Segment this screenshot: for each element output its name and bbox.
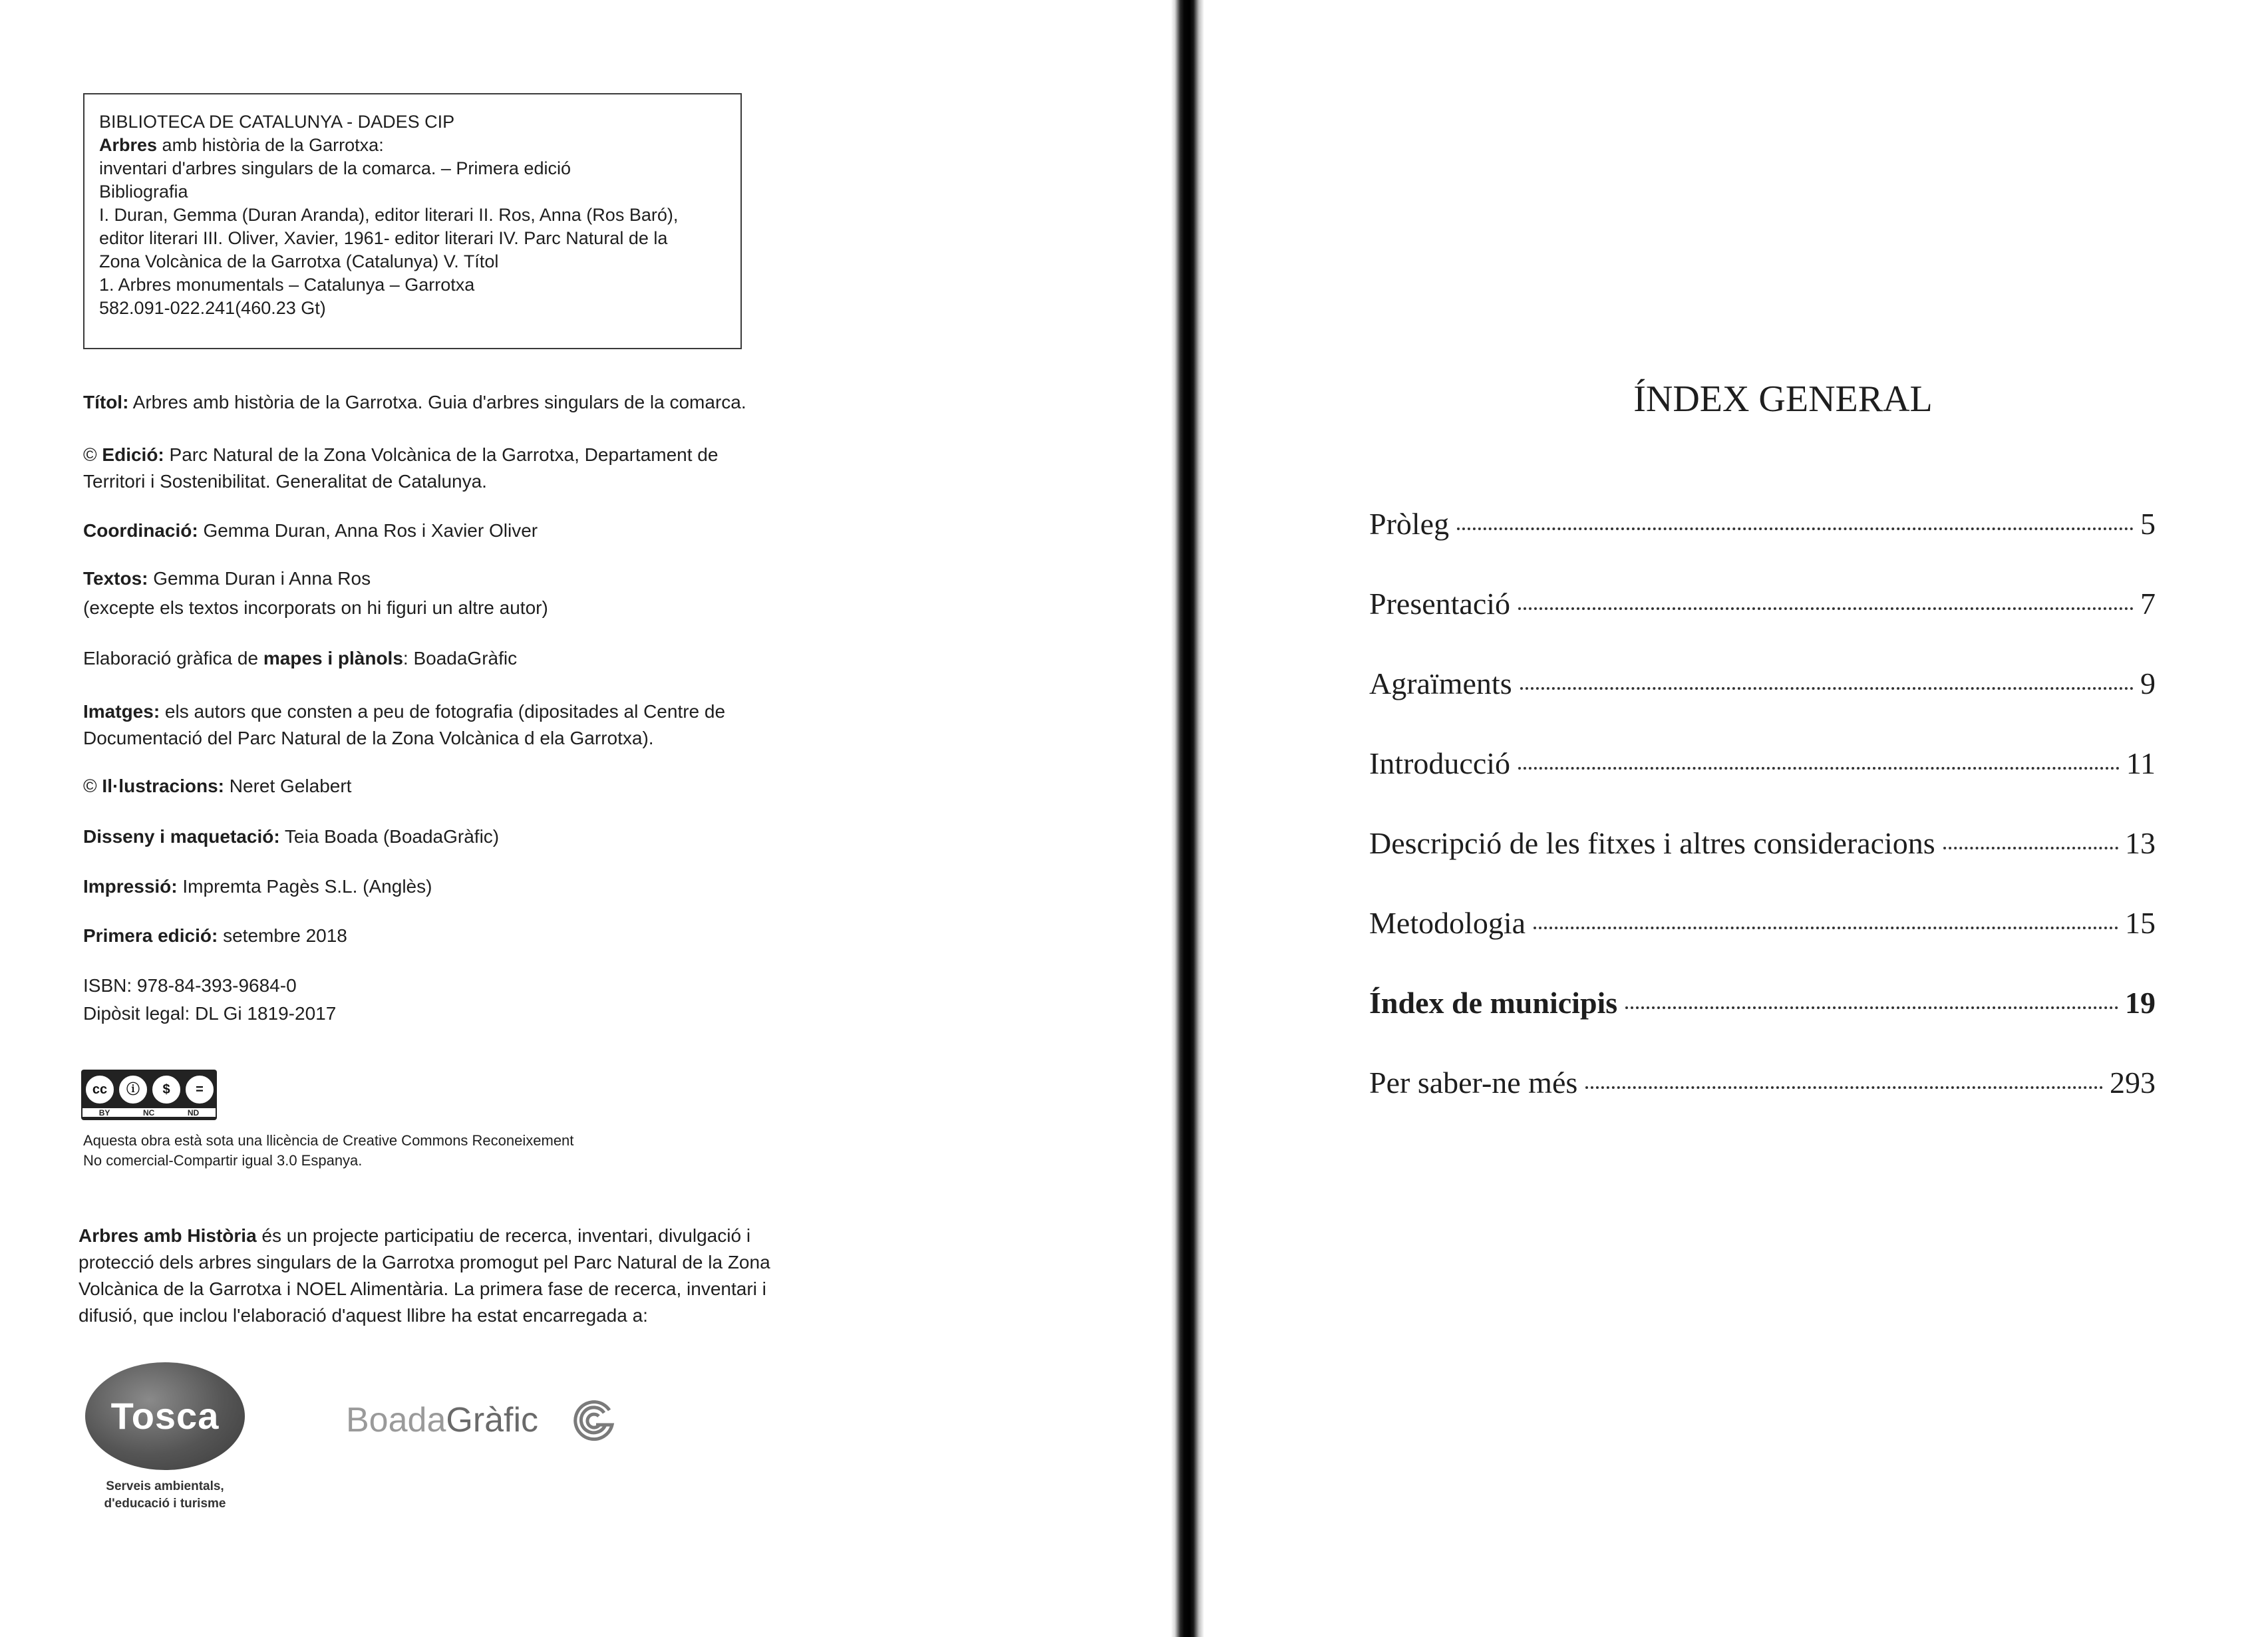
right-page <box>1204 0 2268 1637</box>
toc-leader-dots <box>1518 607 2134 610</box>
credit-design: Disseny i maquetació: Teia Boada (BoadaGràfic) <box>83 826 500 847</box>
toc-label: Per saber-ne més <box>1369 1066 1578 1100</box>
credit-printing: Impressió: Impremta Pagès S.L. (Anglès) <box>83 876 432 897</box>
toc-label: Agraïments <box>1369 667 1512 700</box>
credit-images-cont: Documentació del Parc Natural de la Zona Volcànica d ela Garrotxa). <box>83 728 654 748</box>
creative-commons-badge <box>81 1070 217 1120</box>
cip-line: I. Duran, Gemma (Duran Aranda), editor literari II. Ros, Anna (Ros Baró), <box>99 205 679 225</box>
cip-line: Arbres amb història de la Garrotxa: <box>99 135 384 155</box>
toc-label: Introducció <box>1369 746 1511 780</box>
credit-coordination: Coordinació: Gemma Duran, Anna Ros i Xavier Oliver <box>83 520 538 541</box>
toc-page-number: 9 <box>2140 667 2156 700</box>
cip-line: editor literari III. Oliver, Xavier, 1961- editor literari IV. Parc Natural de la <box>99 228 668 248</box>
boada-logo-text-light: Boada <box>346 1401 446 1439</box>
toc-entry[interactable] <box>1369 1063 2156 1103</box>
toc-entry[interactable] <box>1369 584 2156 624</box>
credit-first-edition: Primera edició: setembre 2018 <box>83 925 347 946</box>
credit-texts-note: (excepte els textos incorporats on hi figuri un altre autor) <box>83 597 548 618</box>
toc-label: Pròleg <box>1369 507 1450 541</box>
cc-nc-icon: $ <box>150 1074 182 1106</box>
toc-entry[interactable] <box>1369 664 2156 704</box>
project-text: és un projecte participatiu de recerca, inventari, divulgació i protecció dels arbres singulars de la Garrotxa promogut pel Parc Natural de la Zona Volcànica de la Garrotxa i NOEL Alimentària. La primera fase de recerca, inventari i difusió, que inclou l'elaboració d'aquest llibre ha estat encarregada a: <box>79 1225 770 1326</box>
cip-line: 582.091-022.241(460.23 Gt) <box>99 298 326 318</box>
project-description <box>79 1223 797 1329</box>
cc-icon: cc <box>84 1074 116 1106</box>
credit-legal-deposit: Dipòsit legal: DL Gi 1819-2017 <box>83 1003 337 1024</box>
toc-leader-dots <box>1625 1006 2118 1009</box>
toc-entry[interactable] <box>1369 823 2156 863</box>
cip-line: BIBLIOTECA DE CATALUNYA - DADES CIP <box>99 112 455 132</box>
credit-illustrations: © Il·lustracions: Neret Gelabert <box>83 776 352 796</box>
toc-page-number: 293 <box>2110 1066 2156 1100</box>
cc-term-by: BY <box>98 1108 110 1117</box>
toc-leader-dots <box>1943 847 2118 849</box>
toc-entry[interactable] <box>1369 903 2156 943</box>
book-gutter <box>1171 0 1204 1637</box>
credit-isbn: ISBN: 978-84-393-9684-0 <box>83 975 297 996</box>
cip-line: Zona Volcànica de la Garrotxa (Catalunya) V. Títol <box>99 251 499 271</box>
tosca-tagline-line: d'educació i turisme <box>104 1497 226 1511</box>
credit-maps: Elaboració gràfica de mapes i plànols: BoadaGràfic <box>83 648 518 669</box>
toc-entry[interactable] <box>1369 744 2156 784</box>
toc-entry[interactable] <box>1369 983 2156 1023</box>
credit-images: Imatges: els autors que consten a peu de fotografia (dipositades al Centre de <box>83 701 726 722</box>
index-title: ÍNDEX GENERAL <box>1633 378 1933 420</box>
boada-logo-text-dark: Gràfic <box>446 1401 539 1439</box>
cc-term-nc: NC <box>142 1108 155 1117</box>
toc-page-number: 19 <box>2125 986 2156 1020</box>
boadagrafic-logo <box>346 1397 538 1443</box>
toc-page-number: 11 <box>2126 746 2156 780</box>
toc-page-number: 5 <box>2140 507 2156 541</box>
toc-label: Descripció de les fitxes i altres consideracions <box>1369 826 1935 860</box>
license-line: Aquesta obra està sota una llicència de Creative Commons Reconeixement <box>83 1132 574 1149</box>
tosca-tagline <box>79 1478 251 1513</box>
toc-label: Índex de municipis <box>1369 986 1618 1020</box>
cip-line: 1. Arbres monumentals – Catalunya – Garrotxa <box>99 275 475 295</box>
toc-label: Metodologia <box>1369 906 1526 940</box>
toc-leader-dots <box>1534 927 2118 929</box>
boadagrafic-mark-icon <box>571 1397 617 1443</box>
toc-leader-dots <box>1518 767 2120 770</box>
toc-page-number: 7 <box>2140 587 2156 621</box>
credit-texts: Textos: Gemma Duran i Anna Ros <box>83 568 371 589</box>
cip-box <box>83 93 742 349</box>
tosca-tagline-line: Serveis ambientals, <box>106 1479 224 1493</box>
cc-terms-strip <box>81 1107 217 1118</box>
toc-leader-dots <box>1585 1086 2103 1089</box>
project-name: Arbres amb Història <box>79 1225 257 1246</box>
toc-label: Presentació <box>1369 587 1511 621</box>
credit-edition-cont: Territori i Sostenibilitat. Generalitat de Catalunya. <box>83 471 487 492</box>
toc-page-number: 13 <box>2125 826 2156 860</box>
cip-line: inventari d'arbres singulars de la comarca. – Primera edició <box>99 158 571 178</box>
credit-edition: © Edició: Parc Natural de la Zona Volcànica de la Garrotxa, Departament de <box>83 444 719 465</box>
license-text <box>83 1131 573 1171</box>
toc-entry[interactable] <box>1369 504 2156 544</box>
toc-page-number: 15 <box>2125 906 2156 940</box>
toc-leader-dots <box>1520 687 2134 690</box>
cc-term-nd: ND <box>187 1108 200 1117</box>
cc-nd-icon: = <box>184 1074 216 1106</box>
cc-by-icon: ⓘ <box>117 1074 149 1106</box>
cip-line: Bibliografia <box>99 182 188 202</box>
toc-leader-dots <box>1457 527 2134 530</box>
tosca-logo: Tosca <box>85 1362 245 1470</box>
license-line: No comercial-Compartir igual 3.0 Espanya. <box>83 1152 363 1169</box>
credit-title: Títol: Arbres amb història de la Garrotxa. Guia d'arbres singulars de la comarca. <box>83 392 746 412</box>
